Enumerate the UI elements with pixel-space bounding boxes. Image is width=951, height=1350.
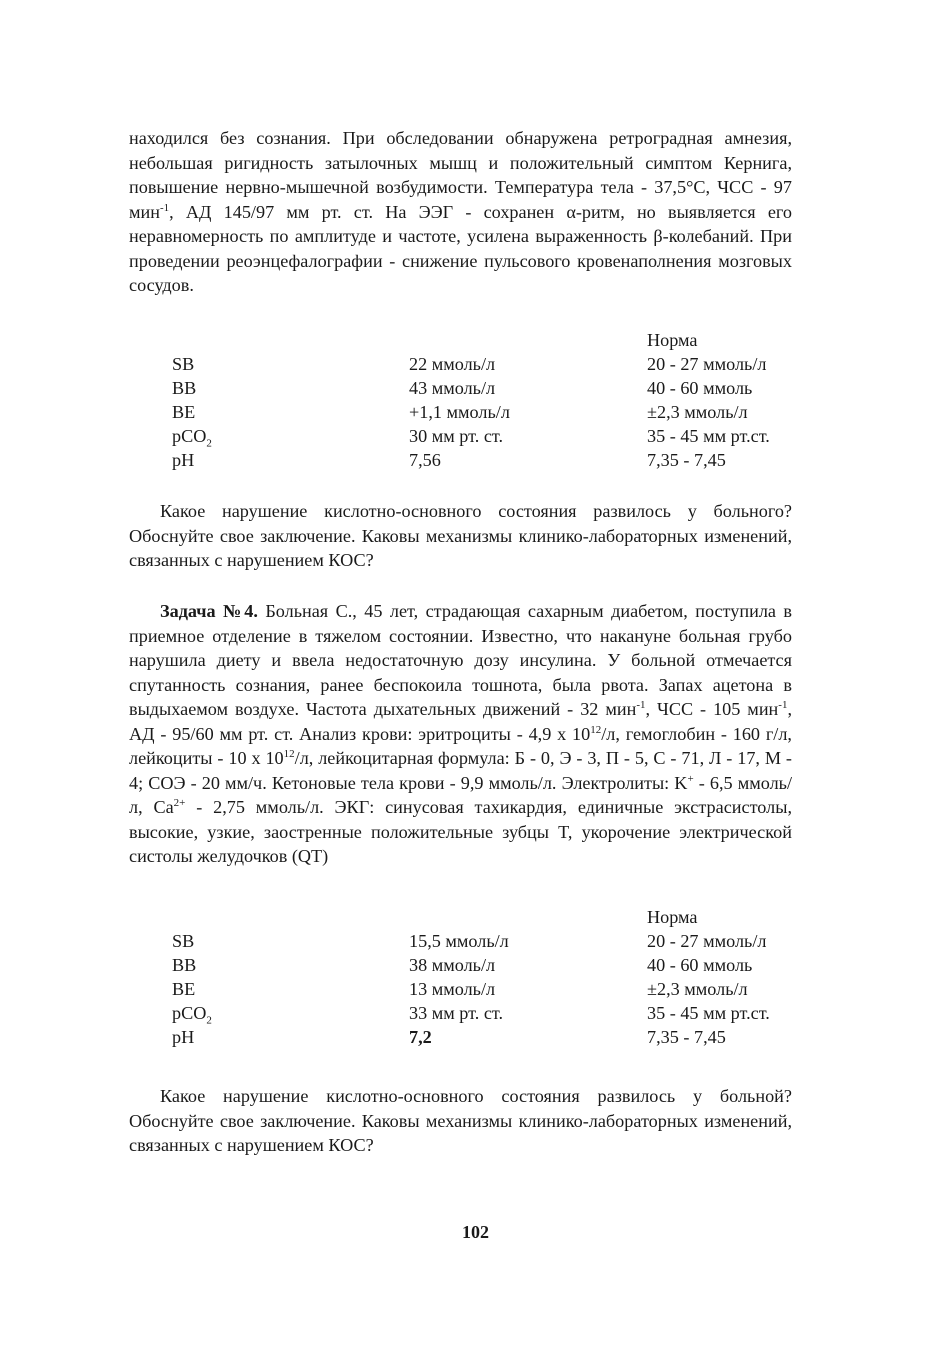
norma-header: Норма <box>647 907 698 927</box>
lab-table-2 <box>172 905 802 1049</box>
table-row <box>172 448 802 472</box>
superscript: 2+ <box>173 796 186 809</box>
param-norm: 40 - 60 ммоль <box>647 955 753 975</box>
param-value: +1,1 ммоль/л <box>409 402 510 422</box>
table-row <box>172 376 802 400</box>
table-header-row <box>172 328 802 352</box>
superscript: 12 <box>590 723 602 736</box>
task-4-paragraph <box>129 599 792 869</box>
param-name <box>172 424 212 448</box>
subscript: 2 <box>206 1014 212 1027</box>
param-value: 22 ммоль/л <box>409 354 496 374</box>
param-norm: 35 - 45 мм рт.ст. <box>647 1003 770 1023</box>
question-1: Какое нарушение кислотно-основного состояния развилось у больного? Обоснуйте свое заключение. Каковы механизмы клинико-лабораторных изменений, связанных с нарушением КОС? <box>129 501 792 570</box>
paragraph-text: находился без сознания. При обследовании обнаружена ретроградная амнезия, небольшая ригидность затылочных мышц и положительный симптом Кернига, повышение нервно-мышечной возбудимости. Температура тела - 37,5°С, ЧСС - 97 мин <box>129 128 792 222</box>
superscript: -1 <box>778 698 788 711</box>
param-value: 7,56 <box>409 450 441 470</box>
param-name <box>172 1001 212 1025</box>
superscript: + <box>687 772 694 785</box>
param-norm: ±2,3 ммоль/л <box>647 402 748 422</box>
param-value: 33 мм рт. ст. <box>409 1003 504 1023</box>
param-value: 38 ммоль/л <box>409 955 496 975</box>
param-name: BB <box>172 378 197 398</box>
table-row <box>172 977 802 1001</box>
task-text: - 2,75 ммоль/л. ЭКГ: синусовая тахикардия, единичные экстрасистолы, высокие, узкие, заостренные положительные зубцы T, укорочение электрической систолы желудочков (QT) <box>129 797 793 866</box>
param-name: SB <box>172 354 195 374</box>
table-row <box>172 424 802 448</box>
param-name-text: pCO <box>172 426 207 446</box>
param-norm: 40 - 60 ммоль <box>647 378 753 398</box>
paragraph-text: , АД 145/97 мм рт. ст. На ЭЭГ - сохранен α-ритм, но выявляется его неравномерность по амплитуде и частоте, усилена выраженность β-колебаний. При проведении реоэнцефалографии - снижение пульсового кровенаполнения мозговых сосудов. <box>129 201 792 295</box>
task-text: /л, гемоглобин - 160 г/л, лейкоциты - 10 х 10 <box>129 723 792 768</box>
page-number: 102 <box>462 1222 489 1242</box>
param-norm: 20 - 27 ммоль/л <box>647 931 767 951</box>
param-name: pH <box>172 450 195 470</box>
question-2: Какое нарушение кислотно-основного состояния развилось у больной? Обоснуйте свое заключение. Каковы механизмы клинико-лабораторных изменений, связанных с нарушением КОС? <box>129 1086 792 1155</box>
task-text: , АД - 95/60 мм рт. ст. Анализ крови: эритроциты - 4,9 х 10 <box>129 699 793 744</box>
param-name: BE <box>172 402 196 422</box>
table-header-row <box>172 905 802 929</box>
task-text: Больная С., 45 лет, страдающая сахарным диабетом, поступила в приемное отделение в тяжелом состоянии. Известно, что накануне больная грубо нарушила диету и ввела недостаточную дозу инсулина. У больной отмечается спутанность сознания, ранее беспокоила тошнота, была рвота. Запах ацетона в выдыхаемом воздухе. Частота дыхательных движений - 32 мин <box>129 601 793 719</box>
task-text: - 6,5 ммоль/л, Ca <box>129 772 793 817</box>
param-norm: 7,35 - 7,45 <box>647 1027 726 1047</box>
param-name: BB <box>172 955 197 975</box>
paragraph-case-continuation <box>129 126 792 298</box>
table-row <box>172 400 802 424</box>
task-text: , ЧСС - 105 мин <box>645 699 779 719</box>
superscript: -1 <box>636 698 646 711</box>
param-value: 7,2 <box>409 1027 432 1047</box>
task-text: /л, лейкоцитарная формула: Б - 0, Э - 3, П - 5, С - 71, Л - 17, М - 4; СОЭ - 20 мм/ч. Кетоновые тела крови - 9,9 ммоль/л. Электролиты: K <box>129 748 792 793</box>
table-row <box>172 1001 802 1025</box>
param-name: pH <box>172 1027 195 1047</box>
task-title: Задача №4. <box>160 601 258 621</box>
table-row <box>172 352 802 376</box>
param-norm: 7,35 - 7,45 <box>647 450 726 470</box>
table-row <box>172 929 802 953</box>
table-row <box>172 953 802 977</box>
param-name: BE <box>172 979 196 999</box>
param-norm: 20 - 27 ммоль/л <box>647 354 767 374</box>
param-value: 30 мм рт. ст. <box>409 426 504 446</box>
param-value: 15,5 ммоль/л <box>409 931 509 951</box>
table-row <box>172 1025 802 1049</box>
superscript: 12 <box>283 747 295 760</box>
norma-header: Норма <box>647 330 698 350</box>
param-name-text: pCO <box>172 1003 207 1023</box>
lab-table-1 <box>172 328 802 472</box>
param-value: 43 ммоль/л <box>409 378 496 398</box>
param-norm: ±2,3 ммоль/л <box>647 979 748 999</box>
subscript: 2 <box>206 437 212 450</box>
param-norm: 35 - 45 мм рт.ст. <box>647 426 770 446</box>
param-value: 13 ммоль/л <box>409 979 496 999</box>
superscript: -1 <box>159 201 170 214</box>
param-name: SB <box>172 931 195 951</box>
